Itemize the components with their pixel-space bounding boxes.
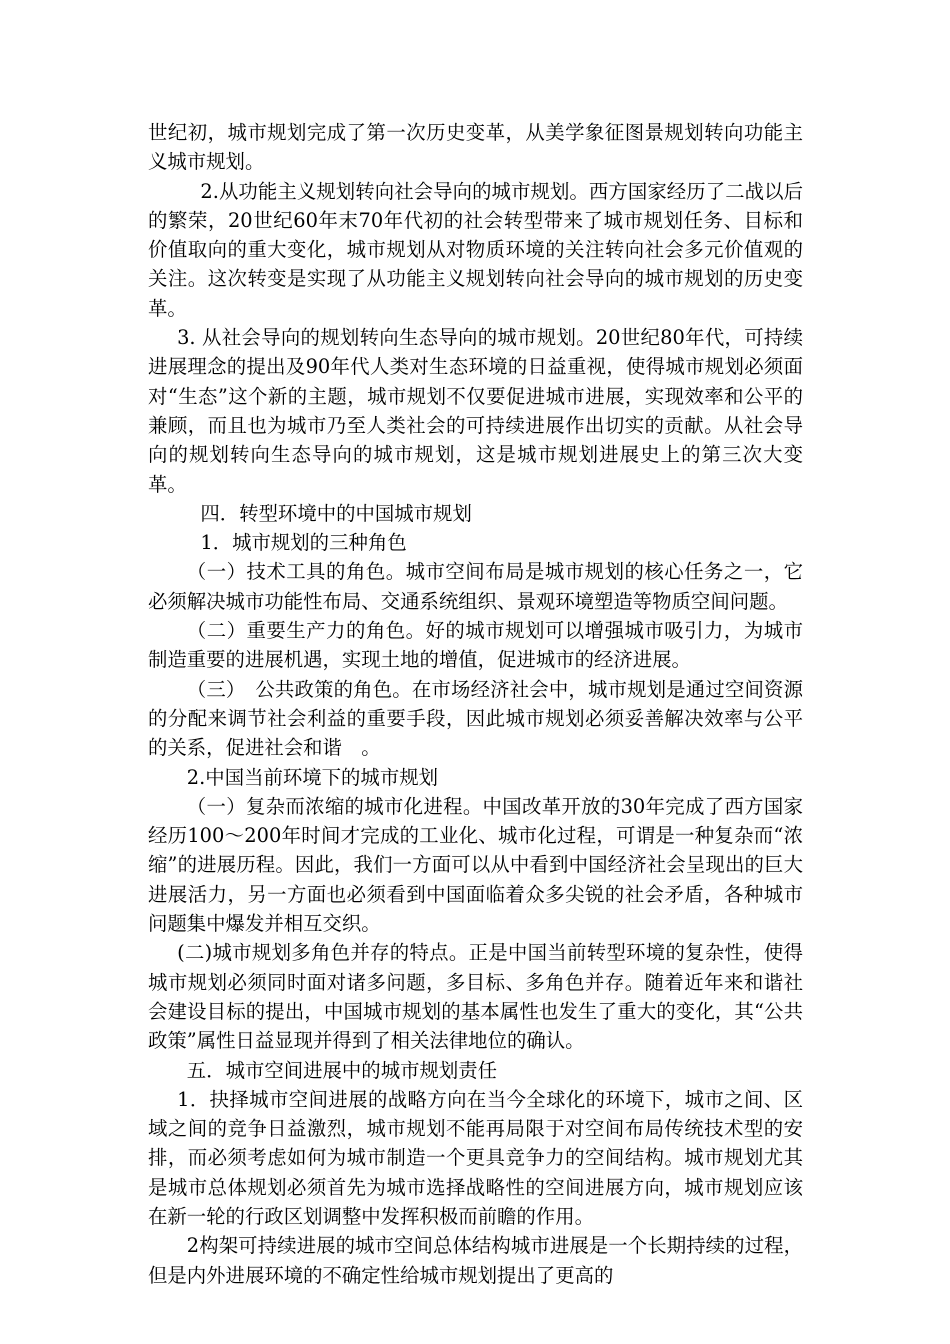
- paragraph-urbanization: （一）复杂而浓缩的城市化进程。中国改革开放的30年完成了西方国家经历100～200年时间才完成的工业化、城市化过程，可谓是一种复杂而“浓缩”的进展历程。因此，我们一方面可以从中看到中国经济社会呈现出的巨大进展活力，另一方面也必须看到中国面临着众多尖锐的社会矛盾，各种城市问题集中爆发并相互交织。: [148, 794, 803, 936]
- paragraph-shift-3: 3. 从社会导向的规划转向生态导向的城市规划。20世纪80年代，可持续进展理念的提出及90年代人类对生态环境的日益重视，使得城市规划必须面对“生态”这个新的主题，城市规划不仅要促进城市进展，实现效率和公平的兼顾，而且也为城市乃至人类社会的可持续进展作出切实的贡献。从社会导向的规划转向生态导向的城市规划，这是城市规划进展史上的第三次大变革。: [148, 326, 803, 496]
- paragraph-continuation: 世纪初，城市规划完成了第一次历史变革，从美学象征图景规划转向功能主义城市规划。: [148, 121, 803, 174]
- paragraph-multi-role: (二)城市规划多角色并存的特点。正是中国当前转型环境的复杂性，使得城市规划必须同时面对诸多问题，多目标、多角色并存。随着近年来和谐社会建设目标的提出，中国城市规划的基本属性也发生了重大的变化，其“公共政策”属性日益显现并得到了相关法律地位的确认。: [148, 941, 803, 1053]
- paragraph-structure: 2构架可持续进展的城市空间总体结构城市进展是一个长期持续的过程，但是内外进展环境的不确定性给城市规划提出了更高的: [148, 1234, 803, 1287]
- paragraph-role-technical: （一）技术工具的角色。城市空间布局是城市规划的核心任务之一，它必须解决城市功能性布局、交通系统组织、景观环境塑造等物质空间问题。: [148, 560, 803, 613]
- subheading-roles: 1．城市规划的三种角色: [200, 531, 407, 555]
- paragraph-role-policy: （三） 公共政策的角色。在市场经济社会中，城市规划是通过空间资源的分配来调节社会利益的重要手段，因此城市规划必须妥善解决效率与公平的关系，促进社会和谐 。: [148, 677, 803, 760]
- section-heading-4: 四．转型环境中的中国城市规划: [200, 501, 472, 525]
- paragraph-role-productivity: （二）重要生产力的角色。好的城市规划可以增强城市吸引力，为城市制造重要的进展机遇，实现土地的增值，促进城市的经济进展。: [148, 619, 803, 672]
- section-heading-5: 五．城市空间进展中的城市规划责任: [186, 1058, 498, 1082]
- subheading-current-env: 2.中国当前环境下的城市规划: [186, 765, 438, 789]
- document-page: [148, 118, 803, 1290]
- paragraph-shift-2: 2.从功能主义规划转向社会导向的城市规划。西方国家经历了二战以后的繁荣，20世纪60年末70年代初的社会转型带来了城市规划任务、目标和价值取向的重大变化，城市规划从对物质环境的关注转向社会多元价值观的关注。这次转变是实现了从功能主义规划转向社会导向的城市规划的历史变革。: [148, 179, 803, 320]
- paragraph-strategy: 1．抉择城市空间进展的战略方向在当今全球化的环境下，城市之间、区域之间的竞争日益激烈，城市规划不能再局限于对空间布局传统技术型的安排，而必须考虑如何为城市制造一个更具竞争力的空间结构。城市规划尤其是城市总体规划必须首先为城市选择战略性的空间进展方向，城市规划应该在新一轮的行政区划调整中发挥积极而前瞻的作用。: [148, 1087, 803, 1228]
